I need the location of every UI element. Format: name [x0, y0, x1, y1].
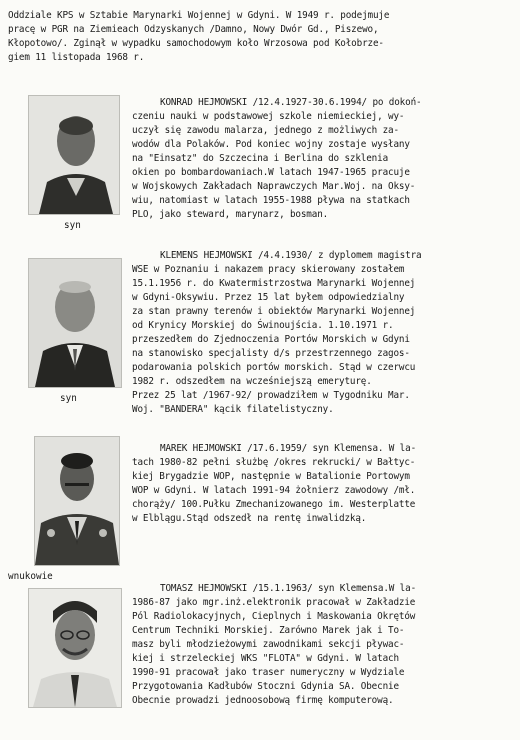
intro-line: giem 11 listopada 1968 r.	[8, 52, 145, 63]
portrait-photo-konrad	[28, 95, 120, 215]
entry-line: tach 1980-82 pełni służbę /okres rekrucki/ w Bałtyc-	[132, 457, 416, 468]
entry-line: przeszedłem do Zjednoczenia Portów Morskich w Gdyni	[132, 334, 410, 345]
entry-line: Pól Radiolokacyjnych, Cieplnych i Maskowania Okrętów	[132, 611, 416, 622]
entry-line: od Krynicy Morskiej do Świnoujścia. 1.10.1971 r.	[132, 320, 394, 331]
entry-line: WOP w Gdyni. W latach 1991-94 żołnierz zawodowy /mł.	[132, 485, 416, 496]
entry-line: w Elblągu.Stąd odszedł na rentę inwalidzką.	[132, 513, 367, 524]
entry-line: chorąży/ 100.Pułku Zmechanizowanego im. Westerplatte	[132, 499, 416, 510]
photo-caption: syn	[60, 393, 77, 404]
entry-line: kiej Brygadzie WOP, następnie w Batalionie Portowym	[132, 471, 410, 482]
entry-line: Przygotowania Kadłubów Stoczni Gdynia SA. Obecnie	[132, 681, 399, 692]
entry-line: Przez 25 lat /1967-92/ prowadziłem w Tygodniku Mar.	[132, 390, 410, 401]
photo-caption: wnukowie	[8, 571, 53, 582]
portrait-photo-tomasz	[28, 588, 122, 708]
entry-line: na stanowisko specjalisty d/s przestrzennego zagos-	[132, 348, 410, 359]
entry-line: wodów dla Polaków. Pod koniec wojny zostaje wysłany	[132, 139, 410, 150]
entry-line: okien po bombardowaniach.W latach 1947-1965 pracuje	[132, 167, 410, 178]
entry-line: TOMASZ HEJMOWSKI /15.1.1963/ syn Klemensa.W la-	[160, 583, 417, 594]
entry-line: KONRAD HEJMOWSKI /12.4.1927-30.6.1994/ po dokoń-	[160, 97, 422, 108]
portrait-photo-klemens	[28, 258, 122, 388]
entry-line: uczył się zawodu malarza, jednego z możliwych za-	[132, 125, 399, 136]
entry-line: 1986-87 jako mgr.inż.elektronik pracował w Zakładzie	[132, 597, 416, 608]
entry-line: czeniu nauki w podstawowej szkole niemieckiej, wy-	[132, 111, 405, 122]
entry-line: PLO, jako steward, marynarz, bosman.	[132, 209, 329, 220]
entry-line: MAREK HEJMOWSKI /17.6.1959/ syn Klemensa. W la-	[160, 443, 417, 454]
entry-line: 1990-91 pracował jako traser numeryczny w Wydziale	[132, 667, 405, 678]
photo-caption: syn	[64, 220, 81, 231]
entry-line: WSE w Poznaniu i nakazem pracy skierowany zostałem	[132, 264, 405, 275]
entry-line: na "Einsatz" do Szczecina i Berlina do szklenia	[132, 153, 389, 164]
intro-line: Kłopotowo/. Zginął w wypadku samochodowym koło Wrzosowa pod Kołobrze-	[8, 38, 384, 49]
portrait-photo-marek	[34, 436, 120, 566]
entry-line: w Gdyni-Oksywiu. Przez 15 lat byłem odpowiedzialny	[132, 292, 405, 303]
entry-line: Centrum Techniki Morskiej. Zarówno Marek jak i To-	[132, 625, 405, 636]
entry-line: 15.1.1956 r. do Kwatermistrzostwa Marynarki Wojennej	[132, 278, 416, 289]
entry-line: wiu, natomiast w latach 1955-1988 pływa na statkach	[132, 195, 410, 206]
entry-line: kiej i strzeleckiej WKS "FLOTA" w Gdyni. W latach	[132, 653, 399, 664]
intro-line: Oddziale KPS w Sztabie Marynarki Wojennej w Gdyni. W 1949 r. podejmuje	[8, 10, 390, 21]
entry-line: Woj. "BANDERA" kącik filatelistyczny.	[132, 404, 334, 415]
entry-line: masz byli młodzieżowymi zawodnikami sekcji pływac-	[132, 639, 405, 650]
entry-line: w Wojskowych Zakładach Naprawczych Mar.Woj. na Oksy-	[132, 181, 416, 192]
entry-line: 1982 r. odszedłem na wcześniejszą emeryturę.	[132, 376, 372, 387]
entry-line: Obecnie prowadzi jednoosobową firmę komputerową.	[132, 695, 394, 706]
entry-line: podarowania polskich portów morskich. Stąd w czerwcu	[132, 362, 416, 373]
entry-line: KLEMENS HEJMOWSKI /4.4.1930/ z dyplomem magistra	[160, 250, 422, 261]
intro-line: pracę w PGR na Ziemieach Odzyskanych /Damno, Nowy Dwór Gd., Piszewo,	[8, 24, 379, 35]
entry-line: za stan prawny terenów i obiektów Marynarki Wojennej	[132, 306, 416, 317]
